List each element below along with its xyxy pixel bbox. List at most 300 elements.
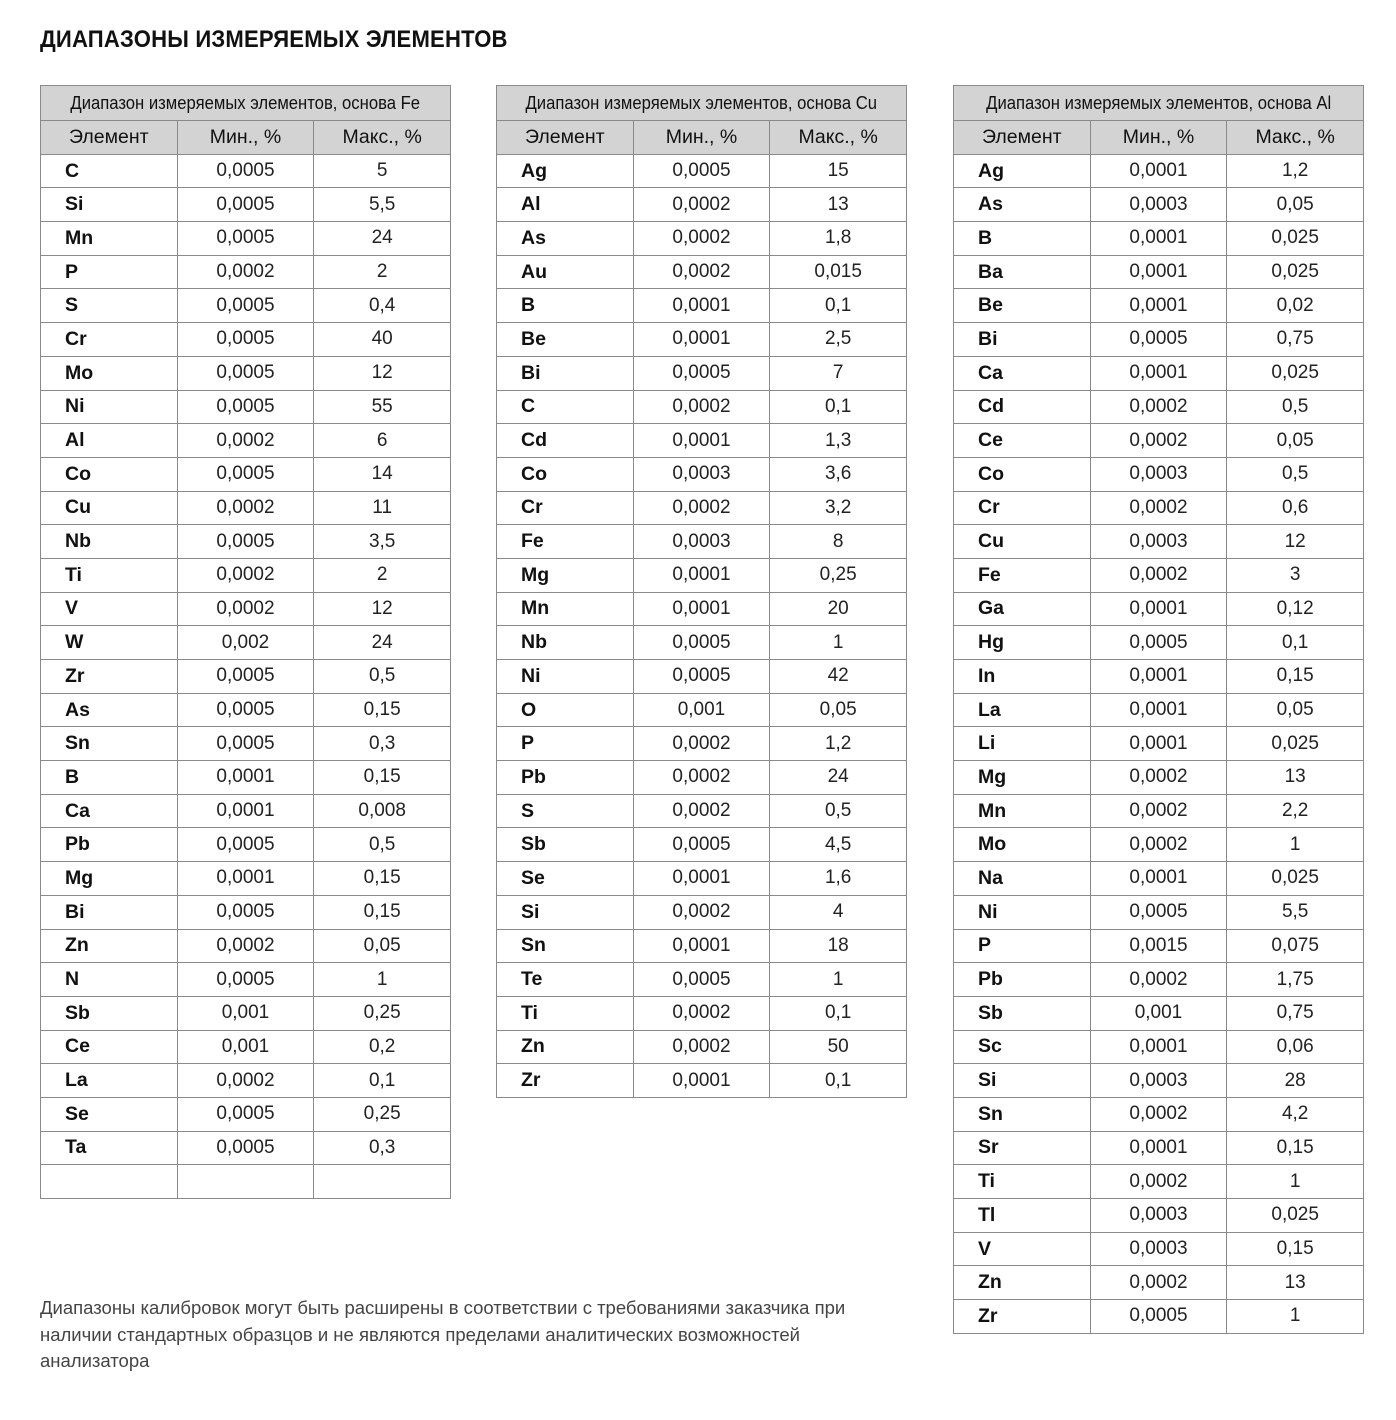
max-cell: 0,15 [1227, 1131, 1364, 1165]
min-cell: 0,0003 [633, 525, 770, 559]
element-cell: Nb [497, 626, 634, 660]
max-cell: 4,5 [770, 828, 907, 862]
min-cell: 0,0002 [1090, 390, 1227, 424]
element-cell: Ti [41, 558, 178, 592]
element-cell: Co [954, 457, 1091, 491]
element-cell: Na [954, 862, 1091, 896]
table-row [954, 558, 1364, 592]
max-cell: 0,15 [1227, 660, 1364, 694]
max-cell: 5 [314, 154, 451, 188]
element-cell: Ti [954, 1165, 1091, 1199]
max-cell: 0,1 [770, 289, 907, 323]
element-cell: As [954, 188, 1091, 222]
max-cell: 20 [770, 592, 907, 626]
min-cell: 0,0002 [633, 996, 770, 1030]
max-cell: 0,6 [1227, 491, 1364, 525]
element-cell: V [954, 1232, 1091, 1266]
max-cell: 3,2 [770, 491, 907, 525]
table-row [954, 188, 1364, 222]
table-row [954, 356, 1364, 390]
min-cell: 0,0005 [633, 828, 770, 862]
min-cell: 0,0001 [1090, 693, 1227, 727]
table-caption-text: Диапазон измеряемых элементов, основа Fe [70, 92, 421, 113]
max-cell: 0,25 [770, 558, 907, 592]
element-cell: Hg [954, 626, 1091, 660]
min-cell: 0,0005 [177, 1097, 314, 1131]
max-cell: 1 [314, 963, 451, 997]
max-cell: 0,15 [314, 862, 451, 896]
min-cell: 0,0015 [1090, 929, 1227, 963]
min-cell: 0,0003 [1090, 457, 1227, 491]
max-cell: 1 [1227, 828, 1364, 862]
min-cell: 0,0001 [1090, 222, 1227, 256]
max-cell: 40 [314, 323, 451, 357]
max-cell: 0,1 [770, 390, 907, 424]
max-cell: 1 [770, 626, 907, 660]
element-cell: Cr [497, 491, 634, 525]
table-row [954, 592, 1364, 626]
element-cell: Zr [41, 660, 178, 694]
min-cell: 0,0002 [633, 761, 770, 795]
element-cell: Ca [41, 794, 178, 828]
page-title: ДИАПАЗОНЫ ИЗМЕРЯЕМЫХ ЭЛЕМЕНТОВ [40, 26, 508, 53]
max-cell: 50 [770, 1030, 907, 1064]
max-cell: 1 [1227, 1300, 1364, 1334]
table-row [41, 929, 451, 963]
max-cell: 13 [1227, 761, 1364, 795]
element-cell: Sc [954, 1030, 1091, 1064]
table-row [954, 255, 1364, 289]
max-cell: 15 [770, 154, 907, 188]
table-row [497, 895, 907, 929]
column-header-min: Мин., % [177, 121, 314, 155]
max-cell: 0,5 [770, 794, 907, 828]
table-row [497, 255, 907, 289]
table-row [497, 424, 907, 458]
table-row [954, 289, 1364, 323]
table-row [41, 222, 451, 256]
max-cell: 0,1 [770, 1064, 907, 1098]
table-row [497, 188, 907, 222]
table-row [41, 323, 451, 357]
column-header-element: Элемент [41, 121, 178, 155]
table-caption-text: Диапазон измеряемых элементов, основа Cu [525, 92, 878, 113]
table-row [497, 289, 907, 323]
min-cell: 0,0005 [633, 660, 770, 694]
min-cell: 0,0005 [633, 963, 770, 997]
table-row [497, 862, 907, 896]
element-cell: Fe [954, 558, 1091, 592]
min-cell: 0,001 [633, 693, 770, 727]
max-cell: 1,3 [770, 424, 907, 458]
min-cell: 0,0002 [633, 255, 770, 289]
min-cell: 0,0005 [177, 222, 314, 256]
column-header-max: Макс., % [770, 121, 907, 155]
min-cell: 0,0003 [1090, 1199, 1227, 1233]
max-cell: 3 [1227, 558, 1364, 592]
max-cell: 6 [314, 424, 451, 458]
max-cell: 0,075 [1227, 929, 1364, 963]
table-row [954, 693, 1364, 727]
max-cell: 0,05 [314, 929, 451, 963]
min-cell: 0,0001 [177, 761, 314, 795]
element-cell: Bi [497, 356, 634, 390]
table-row [497, 761, 907, 795]
column-header-row [954, 121, 1364, 155]
table-row [41, 1131, 451, 1165]
max-cell: 0,025 [1227, 222, 1364, 256]
table-row [954, 794, 1364, 828]
max-cell: 5,5 [1227, 895, 1364, 929]
min-cell: 0,0005 [177, 390, 314, 424]
max-cell: 55 [314, 390, 451, 424]
element-cell: Sn [41, 727, 178, 761]
min-cell: 0,0002 [633, 188, 770, 222]
element-cell: B [41, 761, 178, 795]
max-cell: 0,5 [1227, 457, 1364, 491]
min-cell: 0,0005 [177, 323, 314, 357]
table-al-base [953, 85, 1364, 1334]
element-cell: Se [497, 862, 634, 896]
footnote: Диапазоны калибровок могут быть расширены в соответствии с требованиями заказчика при наличии стандартных образцов и не являются пределами аналитических возможностей анализатора [40, 1297, 846, 1371]
min-cell: 0,0001 [633, 558, 770, 592]
element-cell: Al [41, 424, 178, 458]
table-row [41, 1030, 451, 1064]
min-cell [177, 1165, 314, 1199]
table-row [41, 794, 451, 828]
element-cell: C [497, 390, 634, 424]
min-cell: 0,0001 [1090, 862, 1227, 896]
min-cell: 0,001 [1090, 996, 1227, 1030]
element-cell: S [41, 289, 178, 323]
table-row [954, 828, 1364, 862]
max-cell: 0,12 [1227, 592, 1364, 626]
table-row [954, 929, 1364, 963]
max-cell: 0,025 [1227, 356, 1364, 390]
min-cell: 0,0002 [1090, 424, 1227, 458]
element-cell: W [41, 626, 178, 660]
table-cu-base [496, 85, 907, 1098]
element-cell: Be [497, 323, 634, 357]
max-cell: 12 [314, 356, 451, 390]
table-row [954, 1232, 1364, 1266]
min-cell: 0,0005 [177, 660, 314, 694]
element-cell: Mn [41, 222, 178, 256]
max-cell: 0,008 [314, 794, 451, 828]
element-cell: Ag [954, 154, 1091, 188]
table-row [497, 558, 907, 592]
column-header-element: Элемент [954, 121, 1091, 155]
element-cell: Ta [41, 1131, 178, 1165]
max-cell: 0,15 [1227, 1232, 1364, 1266]
min-cell: 0,0001 [633, 929, 770, 963]
min-cell: 0,0003 [1090, 525, 1227, 559]
element-cell: Zn [41, 929, 178, 963]
element-cell: Be [954, 289, 1091, 323]
table-row [41, 761, 451, 795]
table-row [41, 693, 451, 727]
max-cell: 0,025 [1227, 1199, 1364, 1233]
min-cell: 0,0001 [633, 289, 770, 323]
min-cell: 0,0005 [177, 525, 314, 559]
max-cell: 0,5 [314, 660, 451, 694]
table-row [497, 660, 907, 694]
table-row [41, 491, 451, 525]
min-cell: 0,0005 [633, 356, 770, 390]
element-cell: B [497, 289, 634, 323]
min-cell: 0,0003 [1090, 1232, 1227, 1266]
element-cell: Ce [954, 424, 1091, 458]
element-cell: Si [497, 895, 634, 929]
min-cell: 0,0003 [633, 457, 770, 491]
element-cell: P [954, 929, 1091, 963]
table-row [954, 1097, 1364, 1131]
min-cell: 0,0002 [177, 424, 314, 458]
max-cell: 0,1 [770, 996, 907, 1030]
column-header-max: Макс., % [314, 121, 451, 155]
element-cell: Se [41, 1097, 178, 1131]
table-row [954, 895, 1364, 929]
min-cell: 0,0005 [1090, 1300, 1227, 1334]
max-cell: 0,02 [1227, 289, 1364, 323]
table-row [954, 996, 1364, 1030]
max-cell: 13 [1227, 1266, 1364, 1300]
min-cell: 0,0005 [177, 457, 314, 491]
element-cell: Ni [41, 390, 178, 424]
max-cell: 0,3 [314, 727, 451, 761]
table-row [497, 626, 907, 660]
min-cell: 0,0001 [1090, 660, 1227, 694]
max-cell: 42 [770, 660, 907, 694]
element-cell: Au [497, 255, 634, 289]
min-cell: 0,001 [177, 996, 314, 1030]
min-cell: 0,0001 [1090, 1030, 1227, 1064]
table-row [497, 323, 907, 357]
table-row [41, 862, 451, 896]
table-row [954, 1266, 1364, 1300]
element-cell: Cr [954, 491, 1091, 525]
element-cell: Pb [954, 963, 1091, 997]
table-row [41, 1097, 451, 1131]
max-cell: 1 [1227, 1165, 1364, 1199]
min-cell: 0,0002 [1090, 794, 1227, 828]
max-cell: 0,1 [314, 1064, 451, 1098]
min-cell: 0,0002 [177, 929, 314, 963]
min-cell: 0,0005 [177, 895, 314, 929]
table-row [41, 626, 451, 660]
table-row [41, 424, 451, 458]
table-row [497, 828, 907, 862]
column-header-row [497, 121, 907, 155]
element-cell: Ce [41, 1030, 178, 1064]
min-cell: 0,0002 [633, 222, 770, 256]
max-cell: 28 [1227, 1064, 1364, 1098]
max-cell: 2 [314, 558, 451, 592]
element-cell: O [497, 693, 634, 727]
element-cell: S [497, 794, 634, 828]
min-cell: 0,0001 [1090, 154, 1227, 188]
table-row [497, 1030, 907, 1064]
element-cell: Bi [954, 323, 1091, 357]
table-row [41, 255, 451, 289]
max-cell: 8 [770, 525, 907, 559]
table-row [41, 390, 451, 424]
column-header-max: Макс., % [1227, 121, 1364, 155]
max-cell: 0,06 [1227, 1030, 1364, 1064]
table-row [954, 727, 1364, 761]
table-caption-text: Диапазон измеряемых элементов, основа Al [985, 92, 1332, 113]
element-cell: Ti [497, 996, 634, 1030]
min-cell: 0,0005 [177, 963, 314, 997]
element-cell: Mn [954, 794, 1091, 828]
table-row [497, 222, 907, 256]
min-cell: 0,0005 [177, 356, 314, 390]
max-cell: 24 [770, 761, 907, 795]
element-cell: Mo [954, 828, 1091, 862]
table-row [954, 390, 1364, 424]
max-cell: 1 [770, 963, 907, 997]
max-cell: 0,05 [1227, 424, 1364, 458]
min-cell: 0,0005 [177, 828, 314, 862]
min-cell: 0,0002 [177, 255, 314, 289]
element-cell: Si [954, 1064, 1091, 1098]
min-cell: 0,0002 [633, 895, 770, 929]
element-cell: N [41, 963, 178, 997]
table-caption [954, 86, 1364, 121]
min-cell: 0,0001 [633, 862, 770, 896]
min-cell: 0,0005 [177, 1131, 314, 1165]
max-cell: 18 [770, 929, 907, 963]
element-cell: Sr [954, 1131, 1091, 1165]
table-row [954, 491, 1364, 525]
table-caption [41, 86, 451, 121]
min-cell: 0,0005 [177, 727, 314, 761]
element-cell: Mg [497, 558, 634, 592]
max-cell: 0,3 [314, 1131, 451, 1165]
table-row [954, 424, 1364, 458]
table-row [41, 895, 451, 929]
min-cell: 0,002 [177, 626, 314, 660]
table-row [954, 222, 1364, 256]
min-cell: 0,0002 [1090, 491, 1227, 525]
max-cell: 24 [314, 222, 451, 256]
min-cell: 0,0002 [177, 1064, 314, 1098]
min-cell: 0,0002 [633, 794, 770, 828]
min-cell: 0,0005 [177, 154, 314, 188]
table-row [497, 963, 907, 997]
min-cell: 0,0001 [177, 862, 314, 896]
element-cell: Ba [954, 255, 1091, 289]
max-cell: 3,5 [314, 525, 451, 559]
min-cell: 0,0002 [1090, 1165, 1227, 1199]
element-cell: As [497, 222, 634, 256]
table-row [954, 154, 1364, 188]
max-cell: 0,025 [1227, 255, 1364, 289]
element-cell: Bi [41, 895, 178, 929]
table-row [497, 693, 907, 727]
element-cell: La [41, 1064, 178, 1098]
element-cell: Si [41, 188, 178, 222]
element-cell: B [954, 222, 1091, 256]
table-fe-base [40, 85, 451, 1199]
table-row [954, 963, 1364, 997]
min-cell: 0,0005 [177, 188, 314, 222]
element-cell: P [41, 255, 178, 289]
max-cell: 4,2 [1227, 1097, 1364, 1131]
element-cell: Mg [954, 761, 1091, 795]
element-cell: Pb [41, 828, 178, 862]
max-cell: 0,75 [1227, 996, 1364, 1030]
max-cell: 2,2 [1227, 794, 1364, 828]
element-cell: La [954, 693, 1091, 727]
min-cell: 0,0005 [177, 289, 314, 323]
max-cell: 5,5 [314, 188, 451, 222]
min-cell: 0,0005 [1090, 895, 1227, 929]
element-cell: Nb [41, 525, 178, 559]
table-row [497, 996, 907, 1030]
max-cell: 0,025 [1227, 862, 1364, 896]
element-cell: Al [497, 188, 634, 222]
table-row [41, 828, 451, 862]
element-cell: Zr [954, 1300, 1091, 1334]
table-row [41, 963, 451, 997]
table-row [954, 323, 1364, 357]
max-cell: 0,2 [314, 1030, 451, 1064]
min-cell: 0,0002 [1090, 828, 1227, 862]
table-row [41, 289, 451, 323]
table-row [954, 1131, 1364, 1165]
max-cell [314, 1165, 451, 1199]
max-cell: 24 [314, 626, 451, 660]
min-cell: 0,0002 [1090, 761, 1227, 795]
min-cell: 0,0001 [1090, 1131, 1227, 1165]
min-cell: 0,0005 [1090, 626, 1227, 660]
min-cell: 0,0001 [1090, 727, 1227, 761]
max-cell: 0,05 [1227, 188, 1364, 222]
table-row [41, 356, 451, 390]
min-cell: 0,0002 [633, 491, 770, 525]
min-cell: 0,0005 [633, 626, 770, 660]
element-cell: Sb [41, 996, 178, 1030]
max-cell: 4 [770, 895, 907, 929]
table-row [954, 626, 1364, 660]
column-header-min: Мин., % [1090, 121, 1227, 155]
table-row [954, 1300, 1364, 1334]
column-header-element: Элемент [497, 121, 634, 155]
element-cell: Fe [497, 525, 634, 559]
element-cell: Pb [497, 761, 634, 795]
table-row [41, 154, 451, 188]
max-cell: 3,6 [770, 457, 907, 491]
max-cell: 0,025 [1227, 727, 1364, 761]
element-cell: Cr [41, 323, 178, 357]
element-cell: Ni [954, 895, 1091, 929]
table-row [954, 1030, 1364, 1064]
min-cell: 0,0005 [1090, 323, 1227, 357]
table-row [41, 1064, 451, 1098]
max-cell: 0,5 [314, 828, 451, 862]
element-cell: Mg [41, 862, 178, 896]
max-cell: 0,4 [314, 289, 451, 323]
min-cell: 0,0003 [1090, 1064, 1227, 1098]
table-row [954, 525, 1364, 559]
element-cell: Ga [954, 592, 1091, 626]
element-cell [41, 1165, 178, 1199]
table-row [497, 356, 907, 390]
max-cell: 1,75 [1227, 963, 1364, 997]
element-cell: Li [954, 727, 1091, 761]
max-cell: 0,15 [314, 895, 451, 929]
